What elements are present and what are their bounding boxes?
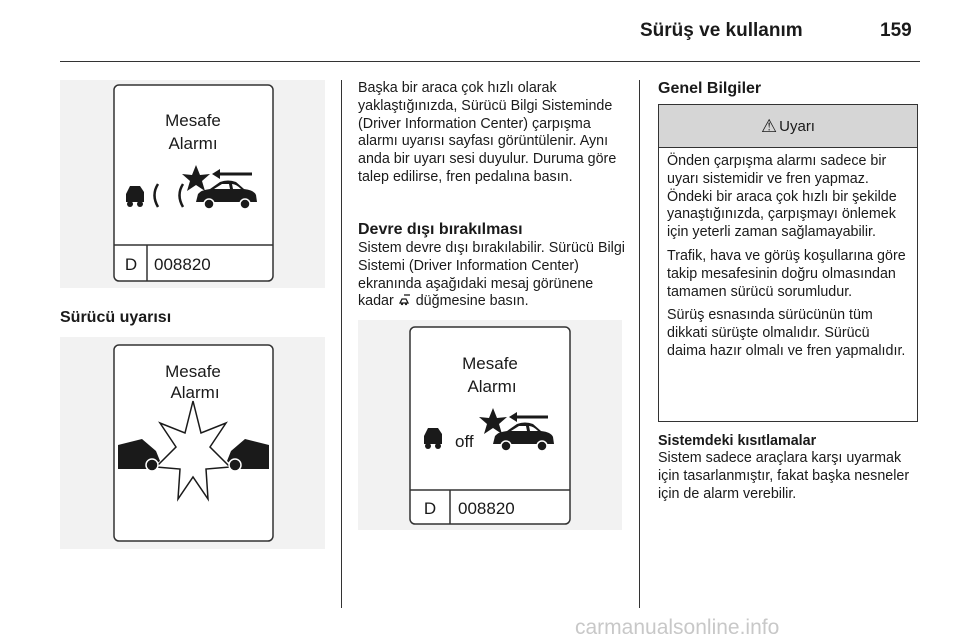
column-divider-1 [341, 80, 342, 608]
figure-3-title-line2: Alarmı [467, 377, 517, 396]
figure-deactivated [358, 320, 622, 530]
figure-distance-alarm [60, 80, 325, 288]
figure-3-title-line1: Mesafe [462, 354, 518, 373]
figure-3-odometer: 008820 [458, 499, 515, 518]
warning-paragraph: Önden çarpışma alarmı sadece bir uyarı sistemidir ve fren yapmaz. Öndeki bir araca çok hızlı bir şekilde yanaştığınızda, çarpışmayı önlemek için yeterli zaman sağlamayabilir. [667, 153, 897, 241]
figure-1-title-line1: Mesafe [165, 111, 221, 130]
warning-box [658, 104, 918, 422]
figure-driver-warning [60, 337, 325, 549]
distance-button-icon [398, 294, 412, 306]
warning-body [659, 148, 917, 361]
figure-1-odometer: 008820 [154, 255, 211, 274]
figure-2-title-line1: Mesafe [165, 362, 221, 381]
warning-triangle-icon: ⚠ [761, 115, 778, 136]
header-title: Sürüş ve kullanım [640, 20, 803, 41]
general-info-heading: Genel Bilgiler [658, 80, 762, 97]
warning-paragraph: Sürüş esnasında sürücünün tüm dikkati sürüşte olmalıdır. Sürücü daima hazır olmalı ve fren yapmalıdır. [667, 307, 906, 359]
header-divider [60, 61, 920, 62]
warning-header [659, 105, 917, 148]
figure-3-gear: D [423, 499, 437, 518]
figure-2-title-line2: Alarmı [170, 383, 220, 402]
limits-paragraph: Sistem sadece araçlara karşı uyarmak için tasarlanmıştır, fakat başka nesneler için de alarm verebilir. [658, 450, 910, 502]
driver-warning-heading: Sürücü uyarısı [60, 309, 172, 326]
page-number: 159 [880, 20, 912, 41]
deactivation-heading: Devre dışı bırakılması [358, 221, 523, 238]
column-divider-2 [639, 80, 640, 608]
figure-1-gear: D [124, 255, 138, 274]
figure-1-title-line2: Alarmı [168, 134, 218, 153]
warning-title: Uyarı [779, 117, 815, 135]
figure-3-status: off [455, 432, 474, 451]
footer-watermark: carmanualsonline.info [575, 616, 780, 639]
warning-paragraph: Trafik, hava ve görüş koşullarına göre takip mesafesinin doğru olmasından tamamen sürücü sorumludur. [667, 247, 906, 300]
limits-heading: Sistemdeki kısıtlamalar [658, 433, 817, 449]
deactivation-paragraph: Sistem devre dışı bırakılabilir. Sürücü Bilgi Sistemi (Driver Information Center) ekranında aşağıdaki mesaj görünene kadar düğmesine basın. [358, 240, 625, 310]
collision-alarm-paragraph: Başka bir araca çok hızlı olarak yaklaştığınızda, Sürücü Bilgi Sisteminde (Driver Information Center) çarpışma alarmı uyarısı sayfası görüntülenir. Aynı anda bir uyarı sesi duyulur. Duruma göre talep edilirse, fren pedalına basın. [358, 80, 617, 185]
